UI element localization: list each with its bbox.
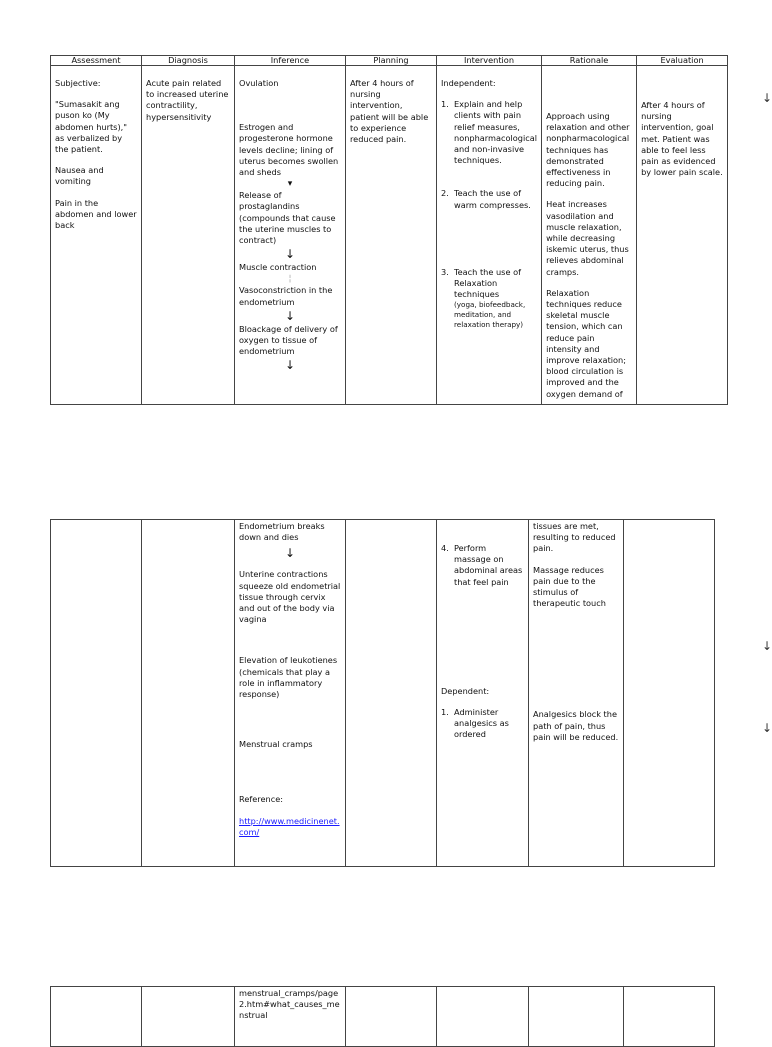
inference-prostaglandins: Release of prostaglandins (compounds that cause the uterine muscles to contract) <box>239 190 336 246</box>
inference-endometrium-dies: Endometrium breaks down and dies <box>239 521 325 543</box>
inference-blockage: Bloackage of delivery of oxygen to tissue of endometrium <box>239 323 338 357</box>
edge-mark: ↓ <box>762 639 772 653</box>
header-row <box>51 56 728 66</box>
independent-label: Independent: <box>441 78 496 88</box>
rationale-heat: Heat increases vasodilation and muscle relaxation, while decreasing iskemic uterus, thus relieves abdominal cramps. <box>546 199 629 277</box>
content-row <box>51 66 728 405</box>
list-item: 1. Explain and help clients with pain relief measures, nonpharmacological and non-invasive techniques. <box>441 99 538 166</box>
diagnosis-cell <box>142 66 235 405</box>
intervention-analgesics: Administer analgesics as ordered <box>454 707 509 740</box>
inference-menstrual-cramps: Menstrual cramps <box>239 739 313 750</box>
inference-vasoconstriction: Vasoconstriction in the endometrium <box>239 285 333 307</box>
evaluation-cell <box>637 66 728 405</box>
inference-muscle-contraction: Muscle contraction <box>239 262 317 273</box>
intervention-list <box>441 99 537 330</box>
reference-label: Reference: <box>239 794 283 805</box>
planning-text: After 4 hours of nursing intervention, patient will be able to experience reduced pain. <box>350 78 429 145</box>
list-item: 1. Administer analgesics as ordered <box>441 707 509 740</box>
assessment-cell <box>51 987 142 1047</box>
inference-uterine-contractions: Unterine contractions squeeze old endometrial tissue through cervix and out of the body via vagina <box>239 569 341 625</box>
planning-cell <box>346 987 437 1047</box>
header-diagnosis: Diagnosis <box>142 56 235 66</box>
header-rationale: Rationale <box>542 56 637 66</box>
intervention-list <box>441 543 524 588</box>
header-planning: Planning <box>346 56 437 66</box>
intervention-cell <box>437 987 529 1047</box>
intervention-relaxation: Teach the use of Relaxation techniques <box>454 266 521 300</box>
care-plan-table-part-2 <box>50 519 715 867</box>
rationale-relaxation-cont: tissues are met, resulting to reduced pain. <box>533 521 616 554</box>
content-row <box>51 520 715 867</box>
rationale-cell <box>542 66 637 405</box>
list-item: 2. Teach the use of warm compresses. <box>441 188 531 210</box>
subjective-label: Subjective: <box>55 78 101 88</box>
inference-cell <box>235 66 346 405</box>
assessment-cell <box>51 520 142 867</box>
relaxation-examples: (yoga, biofeedback, meditation, and relaxation therapy) <box>454 300 526 330</box>
header-assessment: Assessment <box>51 56 142 66</box>
content-row <box>51 987 715 1047</box>
down-arrow-icon: ↓ <box>284 546 296 561</box>
list-item: 4. Perform massage on abdominal areas that feel pain <box>441 543 523 587</box>
diagnosis-text: Acute pain related to increased uterine contractility, hypersensitivity <box>146 78 229 122</box>
down-arrow-icon: ↓ <box>284 358 296 373</box>
symptom-pain: Pain in the abdomen and lower back <box>55 197 137 231</box>
edge-mark: ↓ <box>762 91 772 105</box>
rationale-approach: Approach using relaxation and other nonpharmacological techniques has demonstrated effectiveness in reducing pain. <box>546 111 630 189</box>
symptom-nausea: Nausea and vomiting <box>55 165 104 187</box>
dependent-label: Dependent: <box>441 685 490 696</box>
header-evaluation: Evaluation <box>637 56 728 66</box>
intervention-explain: Explain and help clients with pain relief measures, nonpharmacological and non-invasive techniques. <box>454 99 538 166</box>
rationale-relaxation: Relaxation techniques reduce skeletal muscle tension, which can reduce pain intensity and improve relaxation; blood circulation is improved and the oxygen demand of <box>546 287 627 399</box>
intervention-cell <box>437 66 542 405</box>
rationale-cell <box>529 987 624 1047</box>
reference-link[interactable]: http://www.medicinenet.com/ <box>239 815 340 837</box>
planning-cell <box>346 520 437 867</box>
inference-cell <box>235 520 346 867</box>
list-item: 3. Teach the use of Relaxation techniques (yoga, biofeedback, meditation, and relaxation therapy) <box>441 267 537 331</box>
evaluation-cell <box>624 520 715 867</box>
care-plan-table-part-1 <box>50 55 728 405</box>
assessment-cell <box>51 66 142 405</box>
down-arrow-icon: ↓ <box>284 308 296 323</box>
inference-hormone-decline: Estrogen and progesterone hormone levels decline; lining of uterus becomes swollen and sheds <box>239 122 339 178</box>
down-arrow-icon: ▾ <box>287 179 293 190</box>
intervention-massage: Perform massage on abdominal areas that feel pain <box>454 543 523 587</box>
header-intervention: Intervention <box>437 56 542 66</box>
diagnosis-cell <box>142 987 235 1047</box>
patient-quote: "Sumasakit ang puson ko (My abdomen hurts)," as verbalized by the patient. <box>55 99 128 155</box>
evaluation-text: After 4 hours of nursing intervention, goal met. Patient was able to feel less pain as evidenced by lower pain scale. <box>641 100 723 178</box>
intervention-cell <box>437 520 529 867</box>
rationale-analgesics: Analgesics block the path of pain, thus pain will be reduced. <box>533 709 619 742</box>
reference-link-continued: menstrual_cramps/page2.htm#what_causes_menstrual <box>239 988 340 1021</box>
header-inference: Inference <box>235 56 346 66</box>
edge-mark: ↓ <box>762 721 772 735</box>
inference-ovulation: Ovulation <box>239 78 279 88</box>
planning-cell <box>346 66 437 405</box>
rationale-massage: Massage reduces pain due to the stimulus of therapeutic touch <box>533 564 606 609</box>
inference-leukotienes: Elevation of leukotienes (chemicals that play a role in inflammatory response) <box>239 655 338 700</box>
inference-cell <box>235 987 346 1047</box>
down-arrow-icon: ↓ <box>284 247 296 262</box>
care-plan-table-part-3 <box>50 986 715 1047</box>
diagnosis-cell <box>142 520 235 867</box>
evaluation-cell <box>624 987 715 1047</box>
down-arrow-icon: ¦ <box>288 274 292 285</box>
intervention-warm-compress: Teach the use of warm compresses. <box>454 188 531 210</box>
dependent-list <box>441 707 524 741</box>
rationale-cell <box>529 520 624 867</box>
